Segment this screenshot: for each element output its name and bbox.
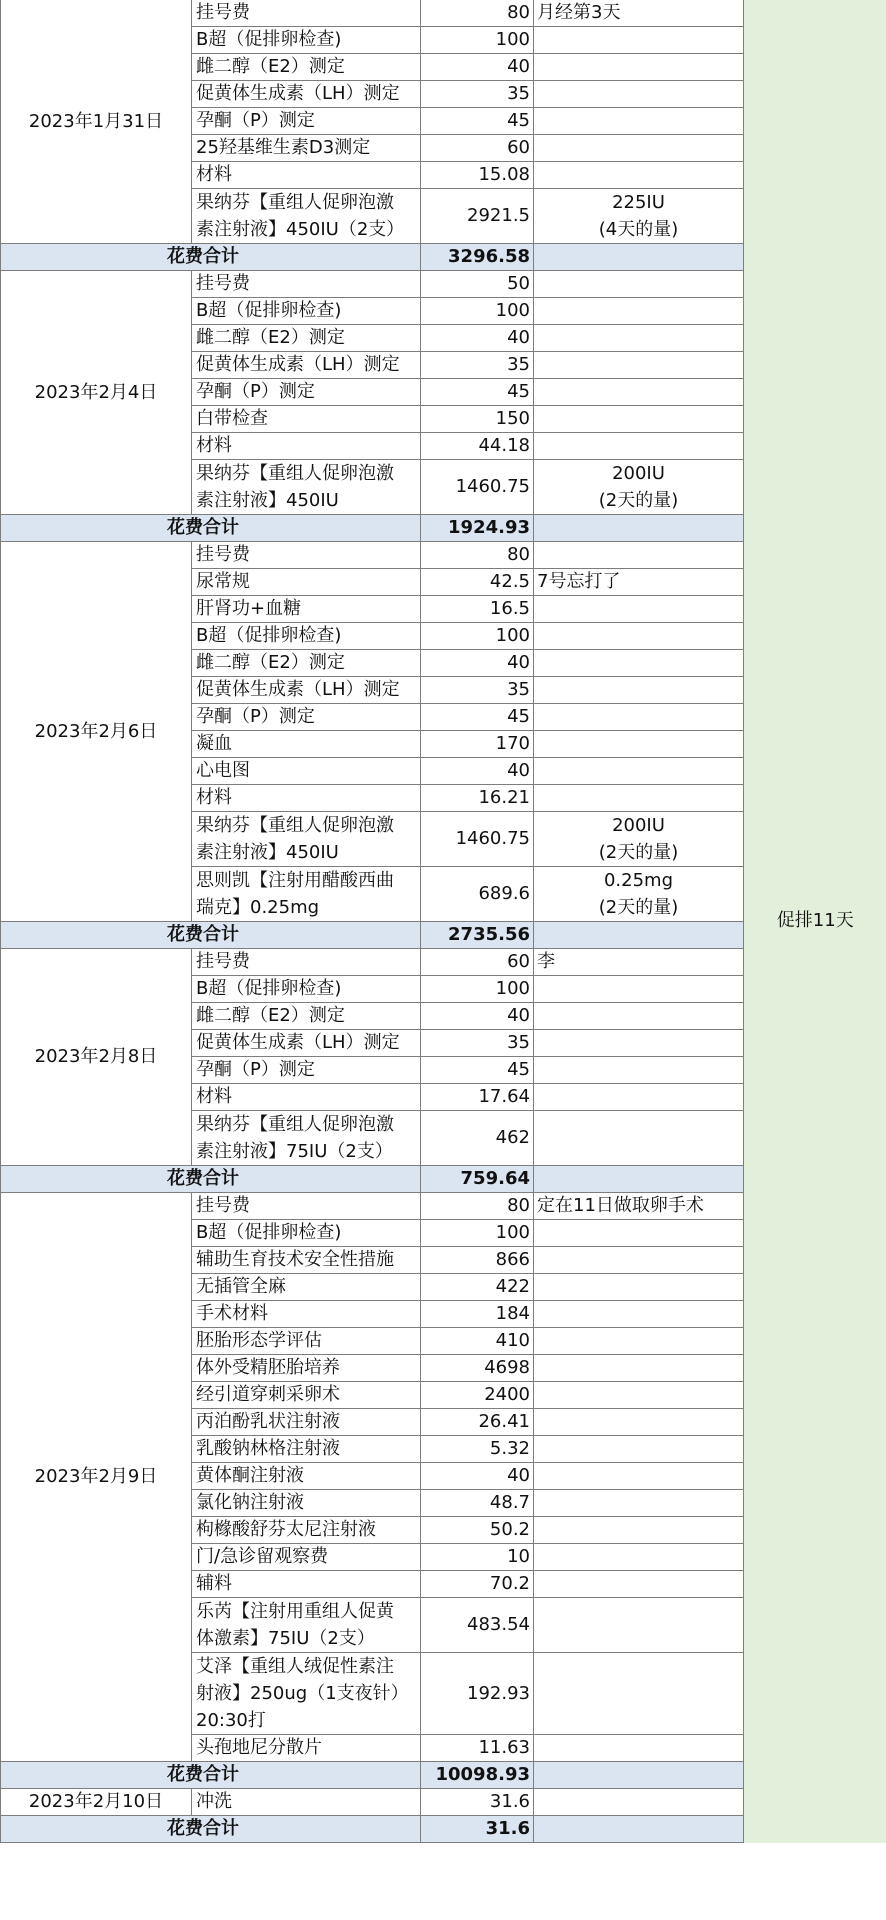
cell-line: B超（促排卵检查) — [196, 978, 342, 999]
cell-line: B超（促排卵检查) — [196, 300, 342, 321]
cell-line: 素注射液】450IU — [196, 842, 339, 863]
note-cell — [534, 1247, 744, 1274]
note-cell — [534, 677, 744, 704]
cell-line: 无插管全麻 — [196, 1276, 286, 1297]
item-name-cell — [192, 54, 421, 81]
amount-cell: 1460.75 — [421, 460, 534, 515]
item-name-cell — [192, 379, 421, 406]
total-note-cell — [534, 244, 744, 271]
cell-line: 促黄体生成素（LH）测定 — [196, 1032, 400, 1053]
cell-line: 雌二醇（E2）测定 — [196, 56, 345, 77]
item-name-cell — [192, 596, 421, 623]
amount-cell: 40 — [421, 325, 534, 352]
item-name-cell — [192, 1735, 421, 1762]
date-cell: 2023年2月8日 — [1, 949, 192, 1166]
item-name-cell — [192, 1789, 421, 1816]
cell-line: 瑞克】0.25mg — [196, 897, 320, 918]
cell-line: 孕酮（P）测定 — [196, 1059, 315, 1080]
amount-cell: 15.08 — [421, 162, 534, 189]
cell-line: 果纳芬【重组人促卵泡激 — [196, 463, 394, 484]
amount-cell: 35 — [421, 1030, 534, 1057]
total-value: 2735.56 — [421, 922, 534, 949]
item-name-cell — [192, 1057, 421, 1084]
note-cell — [534, 704, 744, 731]
cell-line: 冲洗 — [196, 1791, 232, 1812]
item-name-cell — [192, 650, 421, 677]
item-name-cell — [192, 1517, 421, 1544]
item-name-cell — [192, 1193, 421, 1220]
cell-line: 思则凯【注射用醋酸西曲 — [196, 870, 394, 891]
amount-cell: 410 — [421, 1328, 534, 1355]
amount-cell: 31.6 — [421, 1789, 534, 1816]
note-cell — [534, 1220, 744, 1247]
cell-line: 孕酮（P）测定 — [196, 381, 315, 402]
amount-cell: 483.54 — [421, 1598, 534, 1653]
item-name-cell — [192, 1247, 421, 1274]
note-cell — [534, 433, 744, 460]
item-name-cell — [192, 1409, 421, 1436]
note-cell — [534, 1653, 744, 1735]
amount-cell: 689.6 — [421, 867, 534, 922]
note-cell — [534, 81, 744, 108]
cell-line: (2天的量) — [598, 490, 679, 511]
total-label: 花费合计 — [1, 244, 421, 271]
item-name-cell — [192, 1490, 421, 1517]
total-note-cell — [534, 922, 744, 949]
amount-cell: 70.2 — [421, 1571, 534, 1598]
cell-line: 乐芮【注射用重组人促黄 — [196, 1601, 394, 1622]
cell-line: 20:30打 — [196, 1710, 266, 1731]
cell-line: 枸橼酸舒芬太尼注射液 — [196, 1519, 376, 1540]
total-note-cell — [534, 1166, 744, 1193]
note-cell — [534, 1409, 744, 1436]
item-name-cell — [192, 949, 421, 976]
amount-cell: 35 — [421, 81, 534, 108]
cell-line: 肝肾功+血糖 — [196, 598, 302, 619]
item-name-cell — [192, 542, 421, 569]
cell-line: 手术材料 — [196, 1303, 268, 1324]
amount-cell: 10 — [421, 1544, 534, 1571]
cell-line: 黄体酮注射液 — [196, 1465, 304, 1486]
item-name-cell — [192, 1084, 421, 1111]
item-name-cell — [192, 785, 421, 812]
note-cell — [534, 1490, 744, 1517]
expense-table-body — [1, 0, 886, 1843]
amount-cell: 40 — [421, 1463, 534, 1490]
amount-cell: 100 — [421, 623, 534, 650]
note-cell — [534, 325, 744, 352]
amount-cell: 40 — [421, 758, 534, 785]
item-name-cell — [192, 271, 421, 298]
item-name-cell — [192, 1274, 421, 1301]
amount-cell: 35 — [421, 677, 534, 704]
total-value: 10098.93 — [421, 1762, 534, 1789]
total-value: 759.64 — [421, 1166, 534, 1193]
cell-line: 乳酸钠林格注射液 — [196, 1438, 340, 1459]
note-cell — [534, 135, 744, 162]
amount-cell: 11.63 — [421, 1735, 534, 1762]
cell-line: 挂号费 — [196, 1195, 250, 1216]
amount-cell: 100 — [421, 1220, 534, 1247]
item-name-cell — [192, 298, 421, 325]
cell-line: 丙泊酚乳状注射液 — [196, 1411, 340, 1432]
cell-line: 材料 — [196, 164, 232, 185]
amount-cell: 150 — [421, 406, 534, 433]
cell-line: 素注射液】450IU（2支） — [196, 219, 405, 240]
date-cell: 2023年2月4日 — [1, 271, 192, 515]
item-name-cell — [192, 976, 421, 1003]
cell-line: 李 — [537, 951, 555, 972]
total-note-cell — [534, 515, 744, 542]
note-cell — [534, 1274, 744, 1301]
amount-cell: 16.5 — [421, 596, 534, 623]
cell-line: 孕酮（P）测定 — [196, 706, 315, 727]
note-cell — [534, 976, 744, 1003]
note-cell — [534, 758, 744, 785]
note-cell — [534, 298, 744, 325]
amount-cell: 100 — [421, 976, 534, 1003]
amount-cell: 45 — [421, 379, 534, 406]
total-label: 花费合计 — [1, 922, 421, 949]
item-name-cell — [192, 189, 421, 244]
amount-cell: 2400 — [421, 1382, 534, 1409]
amount-cell: 26.41 — [421, 1409, 534, 1436]
note-cell — [534, 1517, 744, 1544]
note-cell — [534, 460, 744, 515]
note-cell — [534, 27, 744, 54]
cell-line: 雌二醇（E2）测定 — [196, 1005, 345, 1026]
item-name-cell — [192, 704, 421, 731]
cell-line: 挂号费 — [196, 544, 250, 565]
amount-cell: 80 — [421, 542, 534, 569]
note-cell — [534, 1328, 744, 1355]
cell-line: 艾泽【重组人绒促性素注 — [196, 1656, 394, 1677]
amount-cell: 40 — [421, 650, 534, 677]
cell-line: 辅助生育技术安全性措施 — [196, 1249, 394, 1270]
amount-cell: 100 — [421, 27, 534, 54]
amount-cell: 60 — [421, 135, 534, 162]
item-row — [1, 0, 886, 27]
total-label: 花费合计 — [1, 1816, 421, 1843]
cell-line: 挂号费 — [196, 2, 250, 23]
note-cell — [534, 731, 744, 758]
side-note-cell: 促排11天 — [744, 0, 886, 1843]
cell-line: 素注射液】75IU（2支） — [196, 1141, 393, 1162]
cell-line: B超（促排卵检查) — [196, 625, 342, 646]
item-name-cell — [192, 1653, 421, 1735]
note-cell — [534, 1355, 744, 1382]
item-name-cell — [192, 758, 421, 785]
amount-cell: 422 — [421, 1274, 534, 1301]
amount-cell: 45 — [421, 704, 534, 731]
note-cell — [534, 542, 744, 569]
note-cell — [534, 1789, 744, 1816]
amount-cell: 192.93 — [421, 1653, 534, 1735]
cell-line: 果纳芬【重组人促卵泡激 — [196, 815, 394, 836]
cell-line: 体外受精胚胎培养 — [196, 1357, 340, 1378]
amount-cell: 17.64 — [421, 1084, 534, 1111]
cell-line: 尿常规 — [196, 571, 250, 592]
note-cell — [534, 1003, 744, 1030]
cell-line: 心电图 — [196, 760, 250, 781]
item-name-cell — [192, 1030, 421, 1057]
note-cell — [534, 0, 744, 27]
note-cell — [534, 949, 744, 976]
amount-cell: 80 — [421, 0, 534, 27]
date-cell: 2023年1月31日 — [1, 0, 192, 244]
note-cell — [534, 623, 744, 650]
cell-line: 25羟基维生素D3测定 — [196, 137, 371, 158]
item-name-cell — [192, 731, 421, 758]
amount-cell: 2921.5 — [421, 189, 534, 244]
item-name-cell — [192, 569, 421, 596]
cell-line: 促黄体生成素（LH）测定 — [196, 679, 400, 700]
cell-line: 果纳芬【重组人促卵泡激 — [196, 1114, 394, 1135]
item-name-cell — [192, 433, 421, 460]
total-value: 1924.93 — [421, 515, 534, 542]
cell-line: 雌二醇（E2）测定 — [196, 652, 345, 673]
amount-cell: 462 — [421, 1111, 534, 1166]
note-cell — [534, 1057, 744, 1084]
cell-line: 门/急诊留观察费 — [196, 1546, 329, 1567]
cell-line: 果纳芬【重组人促卵泡激 — [196, 192, 394, 213]
cell-line: 200IU — [612, 815, 665, 836]
cell-line: 白带检查 — [196, 408, 268, 429]
note-cell — [534, 54, 744, 81]
cell-line: 月经第3天 — [537, 2, 621, 23]
note-cell — [534, 1571, 744, 1598]
item-name-cell — [192, 1220, 421, 1247]
date-cell: 2023年2月9日 — [1, 1193, 192, 1762]
amount-cell: 44.18 — [421, 433, 534, 460]
cell-line: 材料 — [196, 435, 232, 456]
item-name-cell — [192, 135, 421, 162]
amount-cell: 40 — [421, 1003, 534, 1030]
item-name-cell — [192, 162, 421, 189]
cell-line: 素注射液】450IU — [196, 490, 339, 511]
cell-line: (2天的量) — [598, 842, 679, 863]
cell-line: 雌二醇（E2）测定 — [196, 327, 345, 348]
item-name-cell — [192, 1382, 421, 1409]
cell-line: 胚胎形态学评估 — [196, 1330, 322, 1351]
cell-line: 0.25mg — [603, 870, 674, 891]
item-name-cell — [192, 27, 421, 54]
note-cell — [534, 162, 744, 189]
item-name-cell — [192, 1544, 421, 1571]
note-cell — [534, 569, 744, 596]
cell-line: 材料 — [196, 1086, 232, 1107]
cell-line: 挂号费 — [196, 273, 250, 294]
item-name-cell — [192, 1301, 421, 1328]
amount-cell: 866 — [421, 1247, 534, 1274]
cell-line: 促黄体生成素（LH）测定 — [196, 83, 400, 104]
note-cell — [534, 1735, 744, 1762]
amount-cell: 45 — [421, 108, 534, 135]
cell-line: 射液】250ug（1支夜针） — [196, 1683, 409, 1704]
amount-cell: 50.2 — [421, 1517, 534, 1544]
cell-line: 孕酮（P）测定 — [196, 110, 315, 131]
note-cell — [534, 1382, 744, 1409]
item-name-cell — [192, 1463, 421, 1490]
amount-cell: 4698 — [421, 1355, 534, 1382]
total-label: 花费合计 — [1, 515, 421, 542]
cell-line: 定在11日做取卵手术 — [537, 1195, 704, 1216]
date-cell: 2023年2月10日 — [1, 1789, 192, 1816]
amount-cell: 100 — [421, 298, 534, 325]
cell-line: 氯化钠注射液 — [196, 1492, 304, 1513]
item-name-cell — [192, 406, 421, 433]
item-name-cell — [192, 1436, 421, 1463]
note-cell — [534, 108, 744, 135]
item-name-cell — [192, 1111, 421, 1166]
amount-cell: 5.32 — [421, 1436, 534, 1463]
amount-cell: 45 — [421, 1057, 534, 1084]
item-name-cell — [192, 1003, 421, 1030]
note-cell — [534, 1544, 744, 1571]
cell-line: B超（促排卵检查) — [196, 1222, 342, 1243]
amount-cell: 170 — [421, 731, 534, 758]
cell-line: B超（促排卵检查) — [196, 29, 342, 50]
amount-cell: 42.5 — [421, 569, 534, 596]
total-label: 花费合计 — [1, 1166, 421, 1193]
note-cell — [534, 1084, 744, 1111]
item-name-cell — [192, 81, 421, 108]
date-cell: 2023年2月6日 — [1, 542, 192, 922]
note-cell — [534, 1301, 744, 1328]
note-cell — [534, 1193, 744, 1220]
item-name-cell — [192, 0, 421, 27]
item-name-cell — [192, 1598, 421, 1653]
total-note-cell — [534, 1762, 744, 1789]
cell-line: 200IU — [612, 463, 665, 484]
cell-line: 7号忘打了 — [537, 571, 621, 592]
total-value: 31.6 — [421, 1816, 534, 1843]
amount-cell: 48.7 — [421, 1490, 534, 1517]
note-cell — [534, 785, 744, 812]
total-label: 花费合计 — [1, 1762, 421, 1789]
note-cell — [534, 812, 744, 867]
total-note-cell — [534, 1816, 744, 1843]
note-cell — [534, 1111, 744, 1166]
note-cell — [534, 1436, 744, 1463]
note-cell — [534, 650, 744, 677]
item-name-cell — [192, 1328, 421, 1355]
item-name-cell — [192, 812, 421, 867]
item-name-cell — [192, 352, 421, 379]
item-name-cell — [192, 460, 421, 515]
cell-line: 经引道穿刺采卵术 — [196, 1384, 340, 1405]
amount-cell: 50 — [421, 271, 534, 298]
cell-line: 头孢地尼分散片 — [196, 1737, 322, 1758]
item-name-cell — [192, 108, 421, 135]
item-name-cell — [192, 1571, 421, 1598]
cell-line: 体激素】75IU（2支） — [196, 1628, 375, 1649]
item-name-cell — [192, 677, 421, 704]
cell-line: 促黄体生成素（LH）测定 — [196, 354, 400, 375]
item-name-cell — [192, 325, 421, 352]
note-cell — [534, 1030, 744, 1057]
item-name-cell — [192, 867, 421, 922]
amount-cell: 40 — [421, 54, 534, 81]
amount-cell: 80 — [421, 1193, 534, 1220]
cell-line: 225IU — [612, 192, 665, 213]
amount-cell: 184 — [421, 1301, 534, 1328]
item-name-cell — [192, 1355, 421, 1382]
item-name-cell — [192, 623, 421, 650]
note-cell — [534, 352, 744, 379]
amount-cell: 35 — [421, 352, 534, 379]
cell-line: 挂号费 — [196, 951, 250, 972]
total-value: 3296.58 — [421, 244, 534, 271]
note-cell — [534, 271, 744, 298]
note-cell — [534, 596, 744, 623]
cell-line: 凝血 — [196, 733, 232, 754]
amount-cell: 60 — [421, 949, 534, 976]
cell-line: 材料 — [196, 787, 232, 808]
note-cell — [534, 189, 744, 244]
amount-cell: 16.21 — [421, 785, 534, 812]
note-cell — [534, 867, 744, 922]
note-cell — [534, 1463, 744, 1490]
note-cell — [534, 1598, 744, 1653]
cell-line: (4天的量) — [598, 219, 679, 240]
amount-cell: 1460.75 — [421, 812, 534, 867]
cell-line: 辅料 — [196, 1573, 232, 1594]
note-cell — [534, 379, 744, 406]
cell-line: (2天的量) — [598, 897, 679, 918]
note-cell — [534, 406, 744, 433]
